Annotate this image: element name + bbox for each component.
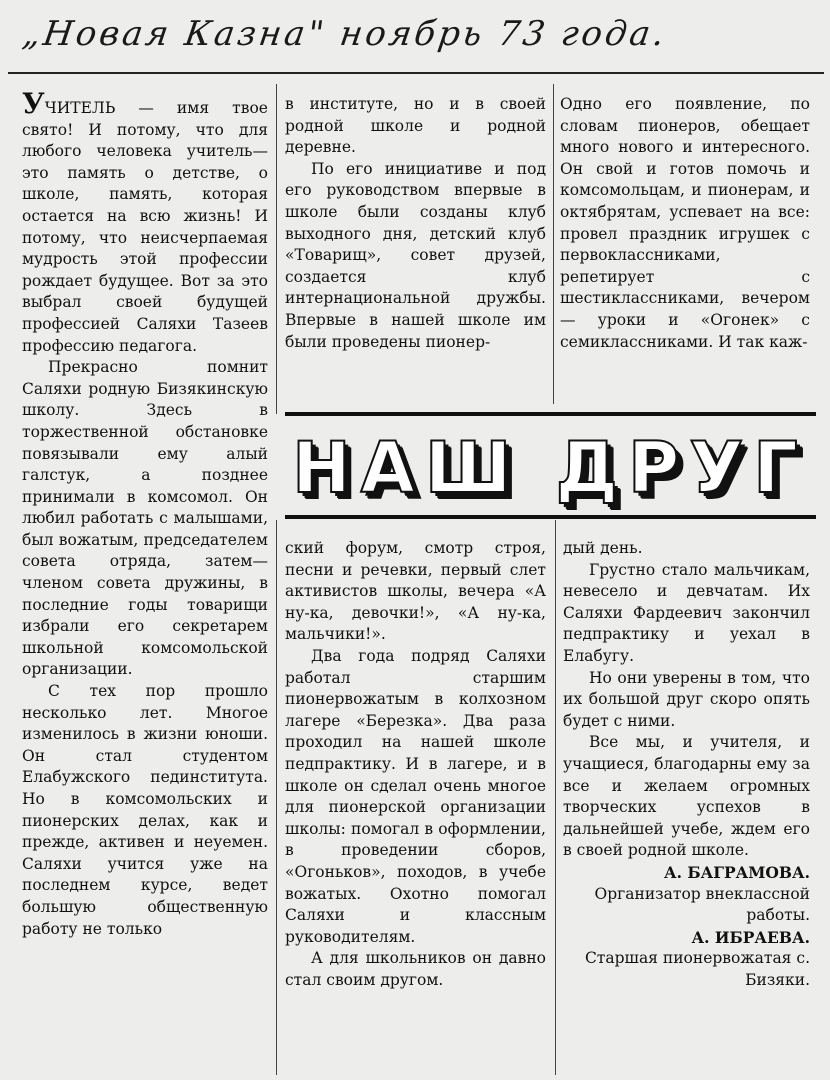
- paragraph: А для школьников он давно стал своим другом.: [285, 949, 546, 989]
- handwritten-annotation: „Новая Казна" ноябрь 73 года.: [20, 14, 670, 54]
- headline-rule-bottom: [285, 515, 816, 519]
- paragraph: Два года подряд Саляхи работал старшим пионервожатым в колхозном лагере «Березка». Два раза проходил на нашей школе педпрактику. И в лагере, и в школе он сделал очень многое для пионерской организации школы: помогал в оформлении, в проведении сборов, «Огоньков», походов, в учебе вожатых. Охотно помогал Саляхи и классным руководителям.: [285, 646, 546, 946]
- top-rule: [8, 72, 824, 74]
- column-divider-1: [276, 84, 277, 414]
- paragraph: [22, 87, 268, 357]
- paragraph: дый день.: [563, 539, 643, 557]
- column-divider-4: [555, 520, 556, 1075]
- paragraph: С тех пор прошло несколько лет. Многое изменилось в жизни юноши. Он стал студентом Елабужского пединститута. Но в комсомольских и пионерских делах, как и прежде, активен и неуемен. Саляхи учится уже на последнем курсе, ведет большую общественную работу не только: [22, 682, 268, 938]
- paragraph: ский форум, смотр строя, песни и речевки, первый слет активистов школы, вечера «А ну-ка, девочки!», «А ну-ка, мальчики!».: [285, 539, 546, 644]
- headline: НАШ ДРУГ: [292, 427, 808, 509]
- headline-rule-top: [285, 412, 816, 416]
- author-signature: А. БАГРАМОВА.: [663, 862, 810, 882]
- paragraph: Грустно стало мальчикам, невесело и девчатам. Их Саляхи Фардеевич закончил педпрактику и уехал в Елабугу.: [563, 560, 810, 665]
- column-divider-3: [276, 520, 277, 1075]
- article-column-3-bottom: [563, 538, 810, 991]
- paragraph: Прекрасно помнит Саляхи родную Бизякинскую школу. Здесь в торжественной обстановке повязывали ему алый галстук, а позднее принимали в комсомол. Он любил работать с малышами, был вожатым, председателем совета отряда, затем—членом совета дружины, в последние годы товарищи избрали его секретарем школьной комсомольской организации.: [22, 358, 268, 679]
- paragraph: Одно его появление, по словам пионеров, обещает много нового и интересного. Он свой и готов помочь и комсомольцам, и пионерам, и октябрятам, успевает на все: провел праздник игрушек с первоклассниками, репетирует с шестиклассниками, вечером — уроки и «Огонек» с семиклассниками. И так каж-: [560, 95, 810, 351]
- paragraph: Но они уверены в том, что их большой друг скоро опять будет с ними.: [563, 668, 810, 730]
- author-signature: А. ИБРАЕВА.: [691, 927, 810, 947]
- paragraph-text: ЧИТЕЛЬ — имя твое свято! И потому, что для любого человека учитель—это память о детстве, о школе, память, которая остается на всю жизнь! И потому, что неисчерпаемая мудрость этой профессии рождает будущее. Вот за это выбрал своей будущей профессией Саляхи Тазеев профессию педагога.: [22, 99, 268, 355]
- drop-cap: У: [22, 87, 45, 120]
- article-column-3-top: [560, 94, 810, 353]
- article-column-2-top: [285, 94, 546, 353]
- article-column-1: [22, 87, 268, 940]
- article-column-2-bottom: [285, 538, 546, 991]
- author-role: Старшая пионервожатая с. Бизяки.: [584, 949, 810, 989]
- column-divider-2: [553, 84, 554, 404]
- author-role: Организатор внеклассной работы.: [594, 884, 810, 925]
- paragraph: Все мы, и учителя, и учащиеся, благодарны ему за все и желаем огромных творческих успехов в дальнейшей учебе, ждем его в своей родной школе.: [563, 733, 810, 860]
- paragraph: По его инициативе и под его руководством впервые в школе были созданы клуб выходного дня, детский клуб «Товарищ», совет друзей, создается клуб интернациональной дружбы. Впервые в нашей школе им были проведены пионер-: [285, 159, 546, 351]
- paragraph: в институте, но и в своей родной школе и родной деревне.: [285, 95, 546, 157]
